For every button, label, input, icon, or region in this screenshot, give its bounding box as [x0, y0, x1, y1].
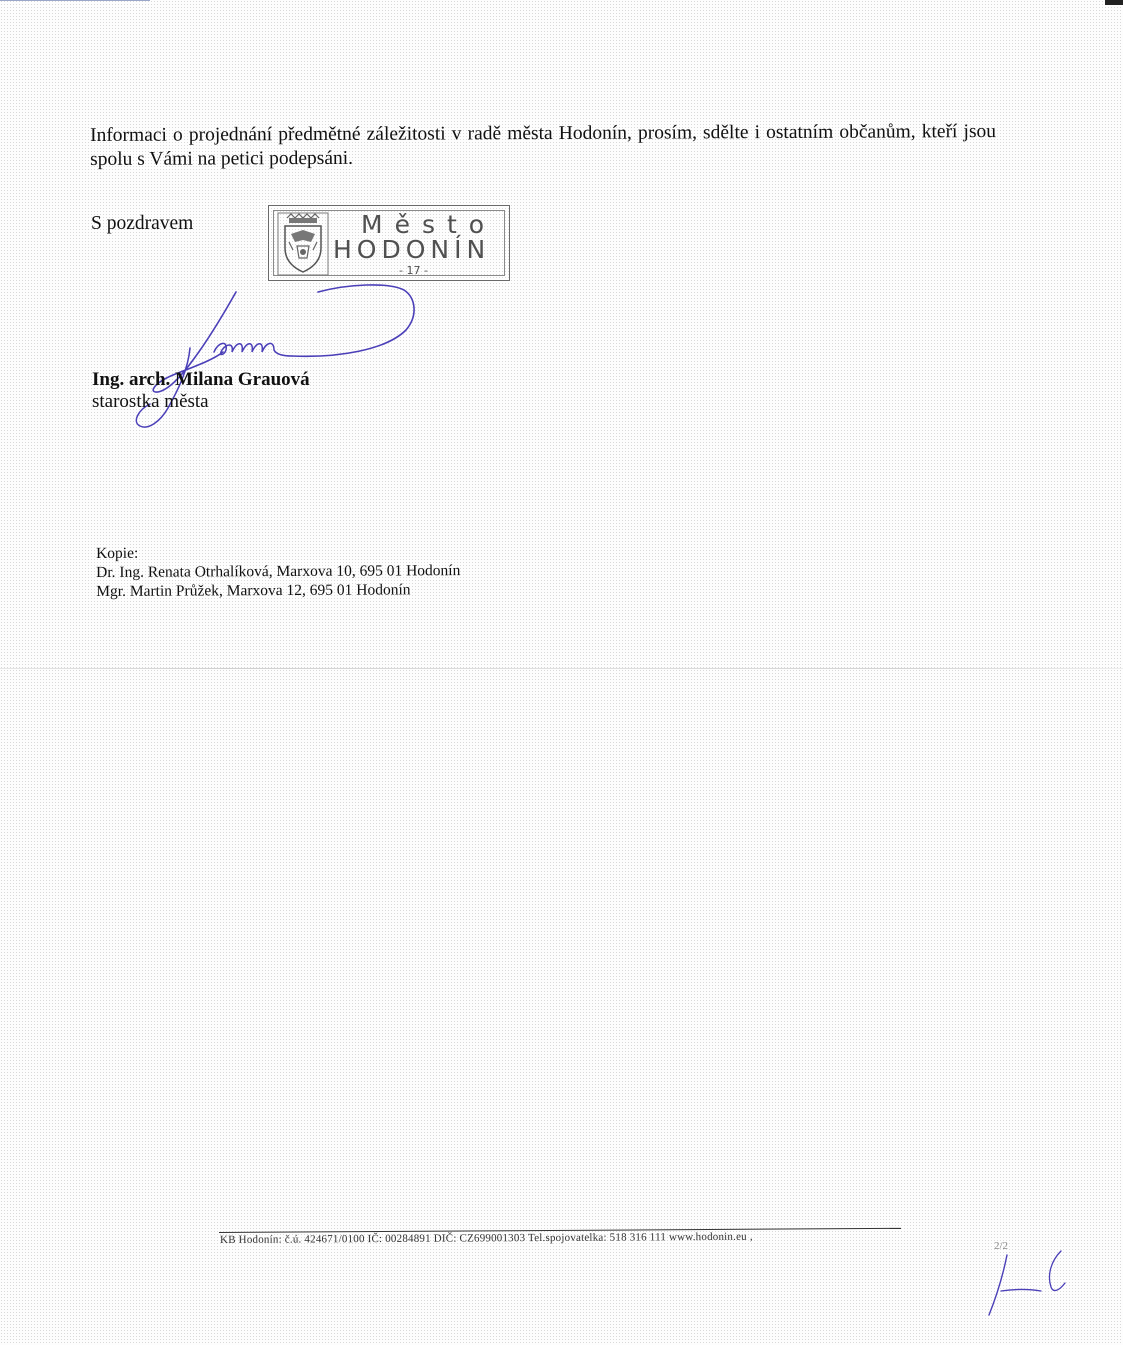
copy-recipient: Dr. Ing. Renata Otrhalíková, Marxova 10, 695 01 Hodonín	[96, 562, 461, 581]
body-paragraph: Informaci o projednání předmětné záležitosti v radě města Hodonín, prosím, sdělte i ostatním občanům, kteří jsou spolu s Vámi na petici podepsáni.	[90, 120, 997, 170]
stamp-text-mesto: Město	[361, 210, 497, 239]
coat-of-arms-icon	[277, 212, 329, 276]
page-number: 2/2	[994, 1240, 1009, 1252]
handwritten-initials	[985, 1245, 1070, 1320]
copy-recipient: Mgr. Martin Průžek, Marxova 12, 695 01 Hodonín	[96, 581, 411, 600]
signer-role: starostka města	[92, 391, 209, 412]
corner-scan-mark	[1105, 0, 1123, 5]
closing-greeting: S pozdravem	[91, 213, 194, 234]
scan-edge-line	[0, 0, 150, 1]
copies-heading: Kopie:	[96, 544, 139, 562]
city-stamp	[268, 205, 510, 281]
signer-name: Ing. arch. Milana Grauová	[92, 369, 310, 390]
stamp-number: - 17 -	[399, 264, 428, 277]
footer-bank-info: KB Hodonín: č.ú. 424671/0100 IČ: 00284891 DIČ: CZ699001303 Tel.spojovatelka: 518 316 111 www.hodonin.eu ,	[220, 1230, 753, 1246]
stamp-text-hodonin: HODONÍN	[333, 235, 491, 264]
page-fold-line	[0, 668, 1123, 669]
copies-block	[96, 542, 460, 601]
